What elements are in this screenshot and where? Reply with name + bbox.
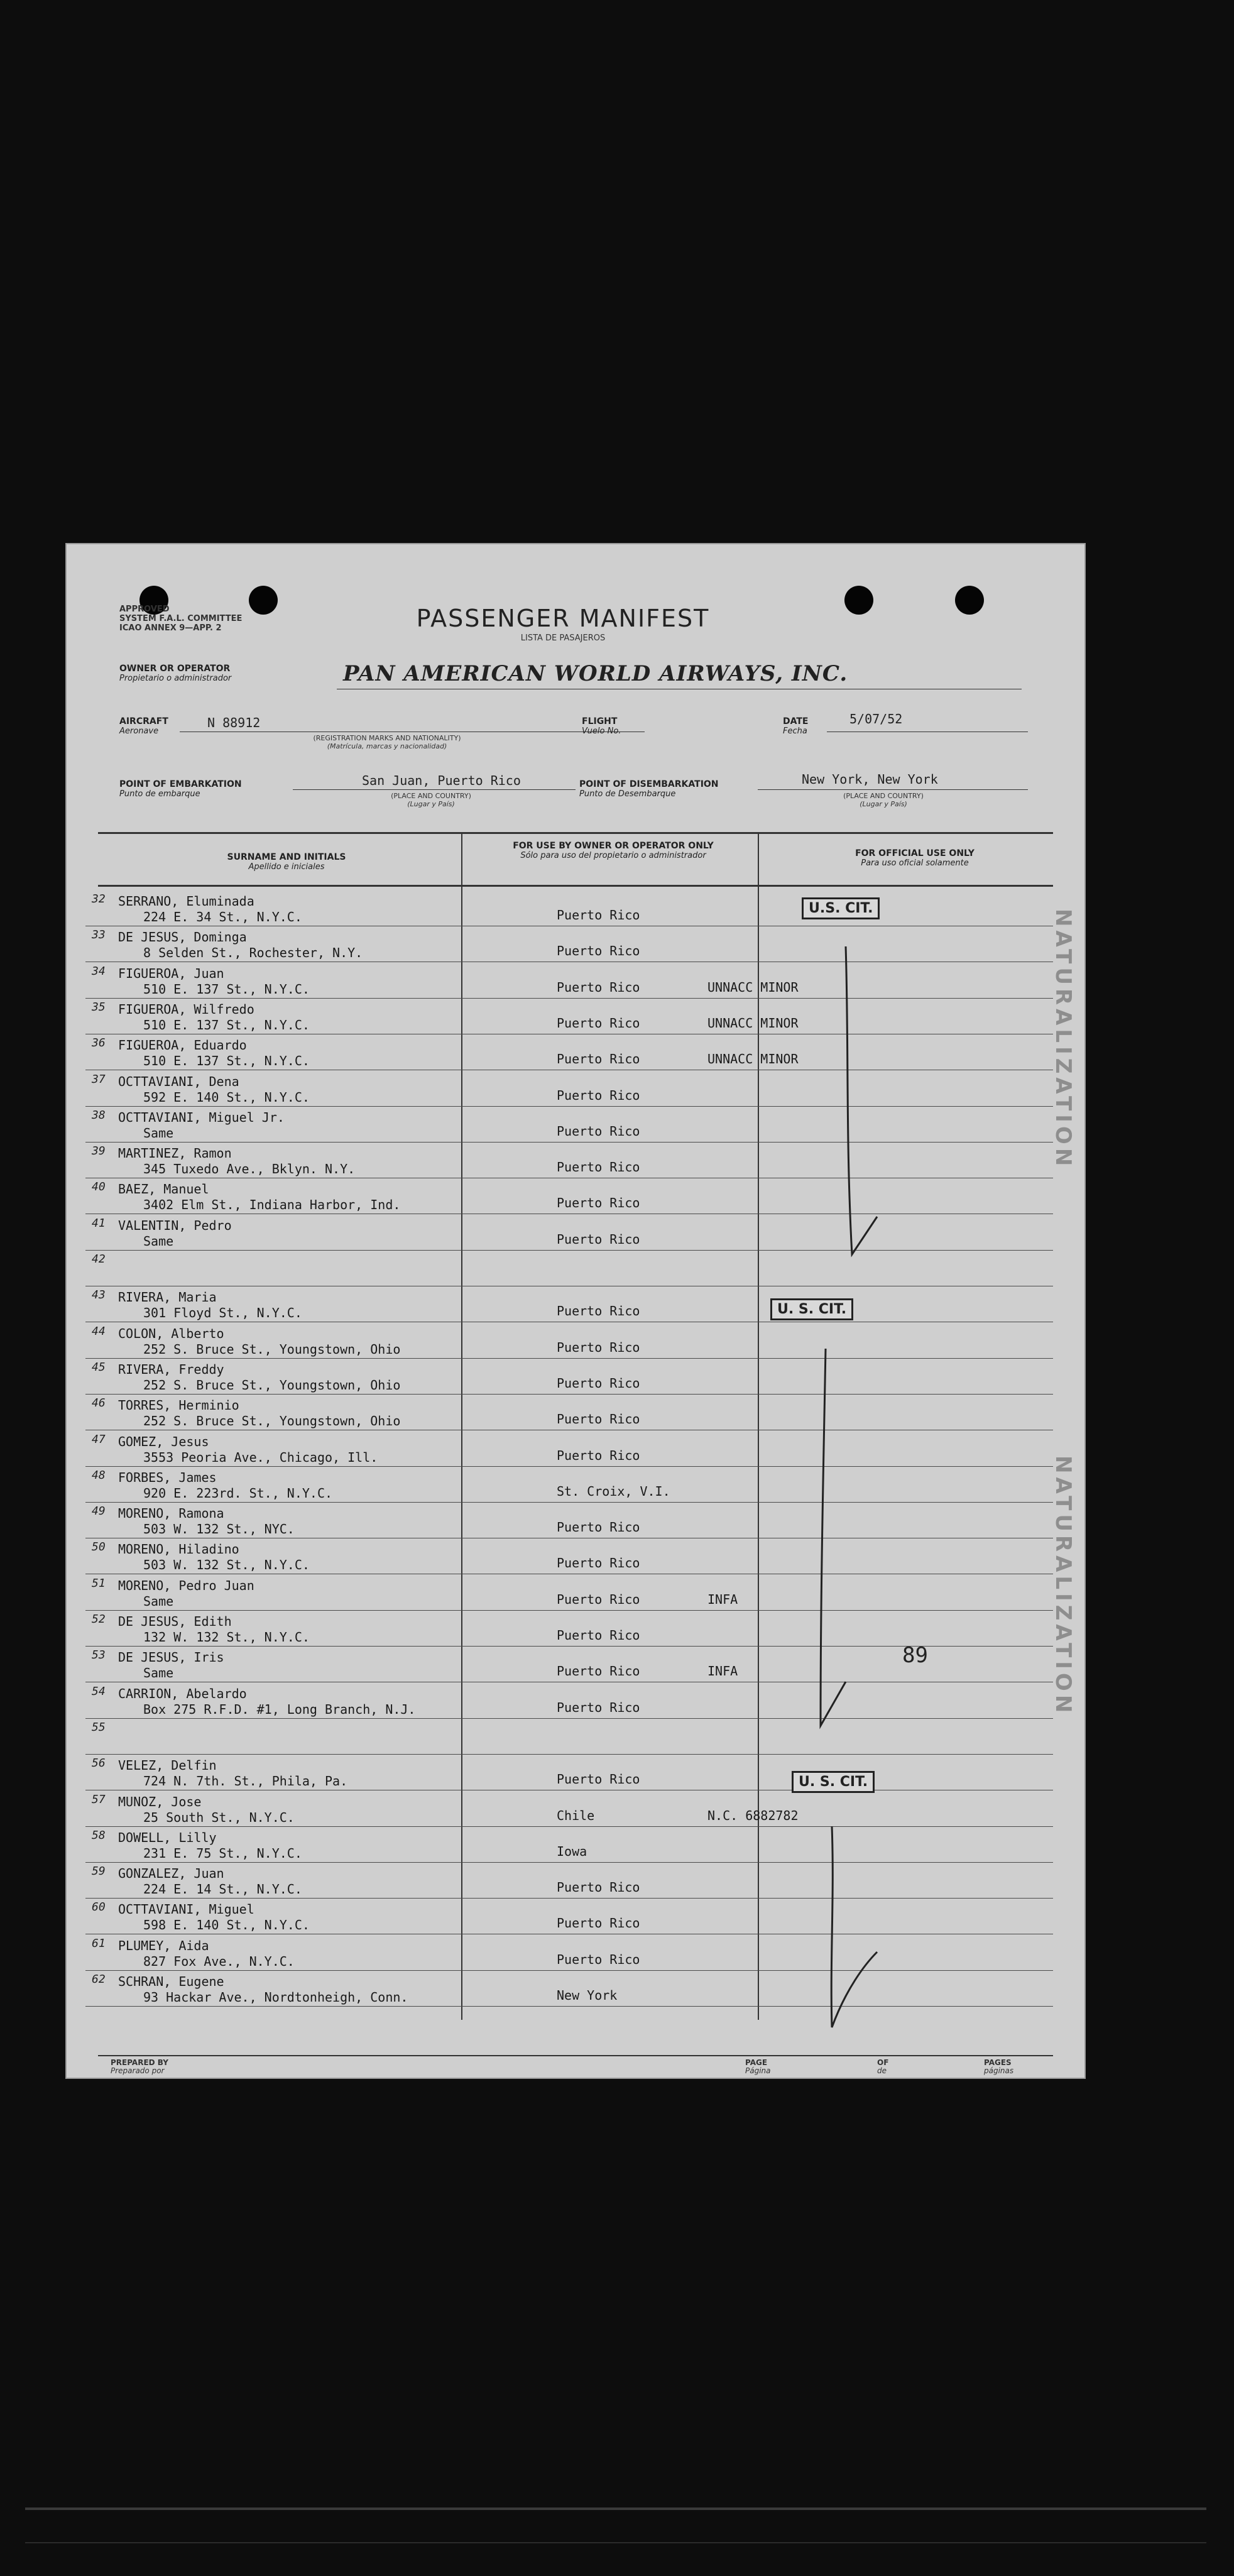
row-number: 48 bbox=[92, 1468, 106, 1482]
passenger-name: CARRION, Abelardo bbox=[118, 1685, 247, 1701]
handwritten-check-marks bbox=[67, 544, 1084, 2078]
row-number: 54 bbox=[92, 1684, 106, 1698]
row-number: 49 bbox=[92, 1504, 106, 1518]
passenger-address: 510 E. 137 St., N.Y.C. bbox=[143, 1017, 310, 1033]
passenger-address: 252 S. Bruce St., Youngstown, Ohio bbox=[143, 1413, 401, 1429]
row-number: 46 bbox=[92, 1396, 106, 1410]
passenger-address: 93 Hackar Ave., Nordtonheigh, Conn. bbox=[143, 1990, 408, 2005]
passenger-name: GONZALEZ, Juan bbox=[118, 1866, 224, 1882]
passenger-name: MORENO, Ramona bbox=[118, 1506, 224, 1521]
side-stamp: NATURALIZATION bbox=[1051, 1455, 1076, 1717]
page-subtitle: LISTA DE PASAJEROS bbox=[520, 633, 606, 643]
residence-value: Puerto Rico bbox=[557, 1880, 640, 1895]
row-number: 35 bbox=[92, 1000, 106, 1014]
passenger-name: DE JESUS, Iris bbox=[118, 1650, 224, 1665]
residence-value: Puerto Rico bbox=[557, 1916, 640, 1931]
passenger-address: 252 S. Bruce St., Youngstown, Ohio bbox=[143, 1377, 401, 1393]
row-number: 51 bbox=[92, 1576, 106, 1590]
passenger-address: 132 W. 132 St., N.Y.C. bbox=[143, 1630, 310, 1645]
handwritten-page-number: 89 bbox=[902, 1643, 928, 1668]
embarkation-value: San Juan, Puerto Rico bbox=[362, 773, 521, 788]
embarkation-caption: (PLACE AND COUNTRY) (Lugar y País) bbox=[391, 792, 471, 808]
approval-line: ICAO ANNEX 9—APP. 2 bbox=[119, 623, 222, 633]
row-number: 38 bbox=[92, 1108, 106, 1122]
passenger-address: 224 E. 14 St., N.Y.C. bbox=[143, 1882, 302, 1897]
row-number: 60 bbox=[92, 1900, 106, 1914]
residence-value: Puerto Rico bbox=[557, 1159, 640, 1175]
row-number: 33 bbox=[92, 928, 106, 942]
passenger-name: OCTTAVIANI, Miguel Jr. bbox=[118, 1109, 285, 1125]
residence-value: Puerto Rico bbox=[557, 1951, 640, 1967]
passenger-name: VELEZ, Delfin bbox=[118, 1758, 217, 1773]
residence-value: Puerto Rico bbox=[557, 1591, 640, 1607]
row-number: 53 bbox=[92, 1648, 106, 1662]
remark-value: N.C. 6882782 bbox=[707, 1807, 799, 1823]
passenger-name: SCHRAN, Eugene bbox=[118, 1974, 224, 1989]
passenger-name: SERRANO, Eluminada bbox=[118, 894, 254, 909]
disembarkation-label: POINT OF DISEMBARKATION Punto de Desembarque bbox=[579, 779, 719, 799]
passenger-address: 231 E. 75 St., N.Y.C. bbox=[143, 1845, 302, 1861]
residence-value: Puerto Rico bbox=[557, 979, 640, 995]
passenger-name: MORENO, Pedro Juan bbox=[118, 1577, 254, 1593]
flight-label: FLIGHT Vuelo No. bbox=[582, 716, 621, 736]
passenger-address: Same bbox=[143, 1125, 174, 1141]
row-number: 34 bbox=[92, 964, 106, 978]
residence-value: Puerto Rico bbox=[557, 907, 640, 923]
remark-value: UNNACC MINOR bbox=[707, 979, 799, 995]
residence-value: Puerto Rico bbox=[557, 943, 640, 959]
residence-value: Chile bbox=[557, 1807, 595, 1823]
passenger-address: 503 W. 132 St., N.Y.C. bbox=[143, 1557, 310, 1573]
pages-label: PAGES páginas bbox=[984, 2058, 1014, 2075]
embarkation-label: POINT OF EMBARKATION Punto de embarque bbox=[119, 779, 242, 799]
citizen-stamp: U. S. CIT. bbox=[770, 1298, 853, 1320]
check-mark bbox=[846, 946, 877, 1254]
passenger-name: DOWELL, Lilly bbox=[118, 1829, 217, 1845]
residence-value: Puerto Rico bbox=[557, 1663, 640, 1679]
residence-value: Puerto Rico bbox=[557, 1339, 640, 1355]
registration-caption: (REGISTRATION MARKS AND NATIONALITY) (Matrícula, marcas y nacionalidad) bbox=[313, 734, 461, 750]
passenger-name: OCTTAVIANI, Miguel bbox=[118, 1902, 254, 1917]
row-number: 40 bbox=[92, 1180, 106, 1194]
residence-value: Puerto Rico bbox=[557, 1195, 640, 1211]
passenger-name: PLUMEY, Aida bbox=[118, 1937, 209, 1953]
passenger-address: 724 N. 7th. St., Phila, Pa. bbox=[143, 1773, 348, 1789]
residence-value: Puerto Rico bbox=[557, 1772, 640, 1787]
passenger-address: Same bbox=[143, 1665, 174, 1681]
residence-value: Iowa bbox=[557, 1843, 587, 1859]
approval-line: APPROVED bbox=[119, 605, 170, 614]
passenger-address: Same bbox=[143, 1593, 174, 1609]
passenger-address: 598 E. 140 St., N.Y.C. bbox=[143, 1917, 310, 1933]
row-number: 62 bbox=[92, 1973, 106, 1986]
passenger-name: MARTINEZ, Ramon bbox=[118, 1146, 232, 1161]
passenger-address: 510 E. 137 St., N.Y.C. bbox=[143, 1053, 310, 1069]
row-number: 41 bbox=[92, 1216, 106, 1230]
remark-value: UNNACC MINOR bbox=[707, 1015, 799, 1031]
citizen-stamp: U. S. CIT. bbox=[792, 1771, 875, 1793]
column-header-official-use: FOR OFFICIAL USE ONLY Para uso oficial solamente bbox=[855, 848, 975, 868]
owner-label: OWNER OR OPERATOR Propietario o administrador bbox=[119, 664, 232, 683]
side-stamp: NATURALIZATION bbox=[1051, 909, 1076, 1170]
row-number: 44 bbox=[92, 1324, 106, 1338]
residence-value: Puerto Rico bbox=[557, 1051, 640, 1067]
passenger-address: 592 E. 140 St., N.Y.C. bbox=[143, 1089, 310, 1105]
row-number: 45 bbox=[92, 1360, 106, 1374]
residence-value: Puerto Rico bbox=[557, 1555, 640, 1571]
prepared-by-label: PREPARED BY Preparado por bbox=[111, 2058, 168, 2075]
passenger-name: FIGUEROA, Juan bbox=[118, 965, 224, 981]
airline-name: PAN AMERICAN WORLD AIRWAYS, INC. bbox=[343, 661, 848, 686]
passenger-name: FORBES, James bbox=[118, 1469, 217, 1485]
passenger-address: 3553 Peoria Ave., Chicago, Ill. bbox=[143, 1449, 378, 1465]
row-number: 50 bbox=[92, 1540, 106, 1554]
residence-value: Puerto Rico bbox=[557, 1303, 640, 1319]
passenger-address: 503 W. 132 St., NYC. bbox=[143, 1521, 295, 1537]
passenger-address: 224 E. 34 St., N.Y.C. bbox=[143, 909, 302, 924]
passenger-name: MORENO, Hiladino bbox=[118, 1542, 239, 1557]
remark-value: INFA bbox=[707, 1663, 738, 1679]
remark-value: INFA bbox=[707, 1591, 738, 1607]
column-header-owner-use: FOR USE BY OWNER OR OPERATOR ONLY Sólo para uso del propietario o administrador bbox=[513, 841, 714, 860]
passenger-name: BAEZ, Manuel bbox=[118, 1181, 209, 1197]
row-number: 56 bbox=[92, 1757, 106, 1770]
passenger-name: OCTTAVIANI, Dena bbox=[118, 1073, 239, 1089]
aircraft-label: AIRCRAFT Aeronave bbox=[119, 716, 168, 736]
page-title: PASSENGER MANIFEST bbox=[416, 605, 710, 632]
residence-value: Puerto Rico bbox=[557, 1015, 640, 1031]
passenger-name: FIGUEROA, Eduardo bbox=[118, 1038, 247, 1053]
row-number: 43 bbox=[92, 1288, 106, 1302]
date-label: DATE Fecha bbox=[783, 716, 809, 736]
residence-value: St. Croix, V.I. bbox=[557, 1483, 670, 1499]
row-number: 57 bbox=[92, 1792, 106, 1806]
residence-value: Puerto Rico bbox=[557, 1699, 640, 1715]
column-header-surname: SURNAME AND INITIALS Apellido e iniciales bbox=[227, 852, 346, 872]
passenger-address: 8 Selden St., Rochester, N.Y. bbox=[143, 945, 363, 961]
check-mark bbox=[831, 1826, 877, 2027]
passenger-name: GOMEZ, Jesus bbox=[118, 1433, 209, 1449]
passenger-address: 252 S. Bruce St., Youngstown, Ohio bbox=[143, 1341, 401, 1357]
residence-value: Puerto Rico bbox=[557, 1231, 640, 1247]
passenger-address: 510 E. 137 St., N.Y.C. bbox=[143, 981, 310, 997]
residence-value: Puerto Rico bbox=[557, 1123, 640, 1139]
row-number: 42 bbox=[92, 1252, 106, 1266]
passenger-name: TORRES, Herminio bbox=[118, 1398, 239, 1413]
passenger-name: DE JESUS, Edith bbox=[118, 1614, 232, 1629]
citizen-stamp: U.S. CIT. bbox=[802, 897, 880, 919]
passenger-address: Box 275 R.F.D. #1, Long Branch, N.J. bbox=[143, 1701, 416, 1717]
residence-value: New York bbox=[557, 1988, 618, 2003]
footer-rule bbox=[98, 2055, 1053, 2056]
passenger-name: RIVERA, Maria bbox=[118, 1290, 217, 1305]
passenger-address: Same bbox=[143, 1233, 174, 1249]
passenger-name: MUNOZ, Jose bbox=[118, 1794, 202, 1809]
manifest-sheet bbox=[67, 544, 1084, 2078]
residence-value: Puerto Rico bbox=[557, 1520, 640, 1535]
passenger-name: VALENTIN, Pedro bbox=[118, 1217, 232, 1233]
disembarkation-value: New York, New York bbox=[802, 772, 938, 787]
row-number: 36 bbox=[92, 1036, 106, 1050]
passenger-name: DE JESUS, Dominga bbox=[118, 929, 247, 945]
passenger-address: 3402 Elm St., Indiana Harbor, Ind. bbox=[143, 1197, 401, 1213]
disembarkation-caption: (PLACE AND COUNTRY) (Lugar y País) bbox=[843, 792, 924, 808]
remark-value: UNNACC MINOR bbox=[707, 1051, 799, 1067]
row-number: 37 bbox=[92, 1072, 106, 1086]
residence-value: Puerto Rico bbox=[557, 1375, 640, 1391]
film-edge bbox=[25, 2507, 1206, 2510]
passenger-address: 827 Fox Ave., N.Y.C. bbox=[143, 1953, 295, 1969]
page-label: PAGE Página bbox=[745, 2058, 771, 2075]
residence-value: Puerto Rico bbox=[557, 1447, 640, 1463]
passenger-address: 345 Tuxedo Ave., Bklyn. N.Y. bbox=[143, 1161, 356, 1177]
passenger-name: RIVERA, Freddy bbox=[118, 1361, 224, 1377]
row-number: 47 bbox=[92, 1432, 106, 1446]
passenger-address: 25 South St., N.Y.C. bbox=[143, 1809, 295, 1825]
row-number: 39 bbox=[92, 1144, 106, 1158]
film-edge-lower bbox=[25, 2542, 1206, 2543]
residence-value: Puerto Rico bbox=[557, 1087, 640, 1103]
row-number: 32 bbox=[92, 892, 106, 906]
approval-line: SYSTEM F.A.L. COMMITTEE bbox=[119, 614, 243, 623]
check-mark bbox=[821, 1349, 846, 1726]
row-number: 58 bbox=[92, 1828, 106, 1842]
passenger-address: 301 Floyd St., N.Y.C. bbox=[143, 1305, 302, 1321]
date-value: 5/07/52 bbox=[849, 711, 903, 726]
row-number: 61 bbox=[92, 1936, 106, 1950]
row-number: 55 bbox=[92, 1720, 106, 1734]
passenger-name: COLON, Alberto bbox=[118, 1325, 224, 1341]
residence-value: Puerto Rico bbox=[557, 1411, 640, 1427]
of-label: OF de bbox=[877, 2058, 889, 2075]
row-number: 59 bbox=[92, 1865, 106, 1878]
residence-value: Puerto Rico bbox=[557, 1628, 640, 1643]
aircraft-value: N 88912 bbox=[207, 715, 261, 730]
passenger-address: 920 E. 223rd. St., N.Y.C. bbox=[143, 1485, 333, 1501]
passenger-name: FIGUEROA, Wilfredo bbox=[118, 1001, 254, 1017]
row-number: 52 bbox=[92, 1613, 106, 1626]
